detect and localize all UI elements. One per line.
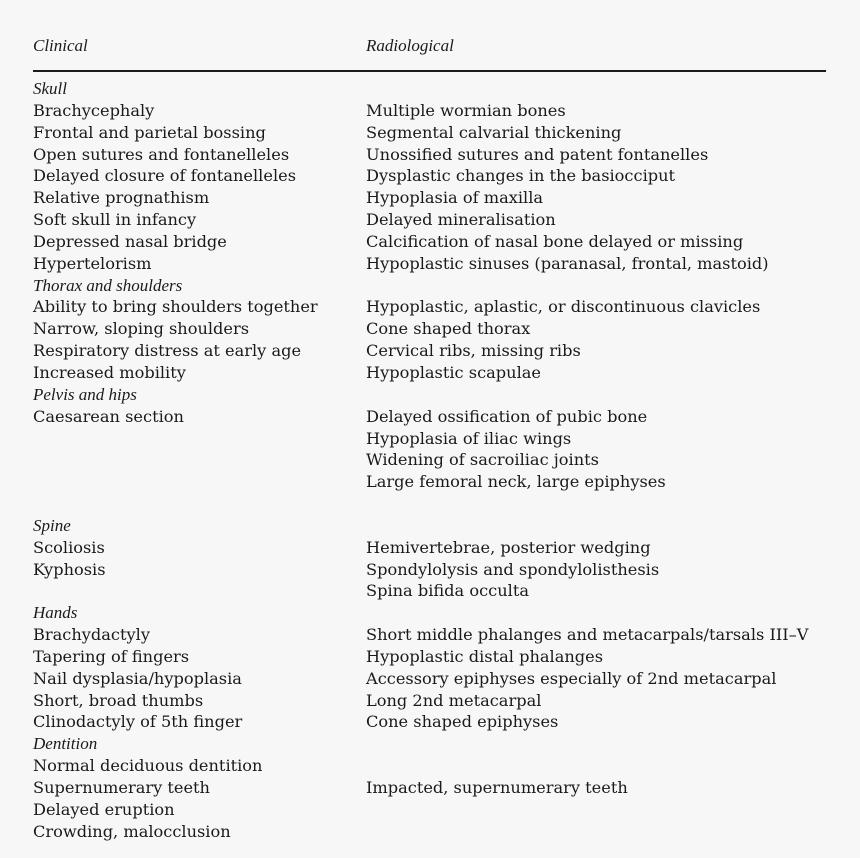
radiological-cell: Cone shaped thorax: [366, 319, 531, 339]
table-row: [33, 209, 826, 231]
header-radiological: Radiological: [366, 36, 454, 55]
table-row: [33, 559, 826, 581]
table-row: [33, 821, 826, 843]
table-row: [33, 493, 826, 515]
clinical-cell: Increased mobility: [33, 362, 186, 382]
table-row: [33, 777, 826, 799]
table-row: [33, 799, 826, 821]
table-row: [33, 471, 826, 493]
radiological-cell: Unossified sutures and patent fontanelles: [366, 144, 709, 164]
radiological-cell: Cervical ribs, missing ribs: [366, 341, 581, 361]
clinical-cell: Scoliosis: [33, 537, 105, 557]
radiological-cell: Segmental calvarial thickening: [366, 122, 622, 142]
table-row: [33, 406, 826, 428]
section-title: Dentition: [33, 734, 98, 754]
table-row: [33, 296, 826, 318]
table-row: [33, 231, 826, 253]
radiological-cell: [366, 799, 826, 821]
clinical-cell: [33, 580, 366, 602]
radiological-cell: Hemivertebrae, posterior wedging: [366, 537, 651, 557]
clinical-cell: [33, 493, 366, 515]
clinical-cell: Brachydactyly: [33, 625, 150, 645]
radiological-cell: Impacted, supernumerary teeth: [366, 778, 628, 797]
table-row: [33, 144, 826, 166]
section-title: Hands: [33, 603, 78, 623]
table-row: [33, 428, 826, 450]
table-row: [33, 187, 826, 209]
radiological-cell: Hypoplastic distal phalanges: [366, 646, 604, 666]
radiological-cell: Short middle phalanges and metacarpals/tarsals III–V: [366, 625, 809, 645]
clinical-cell: Frontal and parietal bossing: [33, 122, 266, 142]
clinical-cell: Short, broad thumbs: [33, 690, 204, 710]
clinical-cell: Nail dysplasia/hypoplasia: [33, 668, 242, 688]
radiological-cell: Cone shaped epiphyses: [366, 712, 559, 732]
table-row: [33, 537, 826, 559]
table-row: [33, 755, 826, 777]
table-row: [33, 646, 826, 668]
clinical-cell: Delayed eruption: [33, 799, 175, 819]
clinical-cell: Supernumerary teeth: [33, 778, 210, 797]
clinical-cell: [33, 449, 366, 471]
clinical-radiological-table: [33, 36, 826, 843]
radiological-cell: [366, 493, 826, 515]
section-title: Thorax and shoulders: [33, 275, 183, 295]
radiological-cell: Long 2nd metacarpal: [366, 690, 542, 710]
radiological-cell: Delayed mineralisation: [366, 210, 556, 230]
radiological-cell: [366, 755, 826, 777]
table-header: [33, 36, 826, 62]
clinical-cell: Normal deciduous dentition: [33, 756, 263, 776]
clinical-cell: Hypertelorism: [33, 253, 152, 273]
clinical-cell: Open sutures and fontanelleles: [33, 144, 290, 164]
radiological-cell: Delayed ossification of pubic bone: [366, 406, 648, 426]
radiological-cell: Spondylolysis and spondylolisthesis: [366, 559, 660, 579]
radiological-cell: Multiple wormian bones: [366, 100, 566, 120]
header-clinical: Clinical: [33, 36, 88, 55]
clinical-cell: Kyphosis: [33, 559, 106, 579]
radiological-cell: Calcification of nasal bone delayed or missing: [366, 231, 744, 251]
clinical-cell: Depressed nasal bridge: [33, 231, 227, 251]
clinical-cell: Caesarean section: [33, 406, 184, 426]
header-rule: [33, 70, 826, 72]
clinical-cell: Brachycephaly: [33, 100, 155, 120]
clinical-cell: Clinodactyly of 5th finger: [33, 712, 243, 732]
table-row: [33, 340, 826, 362]
clinical-cell: Crowding, malocclusion: [33, 821, 231, 841]
clinical-cell: Tapering of fingers: [33, 646, 190, 666]
clinical-cell: [33, 428, 366, 450]
table-row: [33, 318, 826, 340]
table-row: [33, 668, 826, 690]
table-row: [33, 580, 826, 602]
radiological-cell: Hypoplasia of iliac wings: [366, 428, 572, 448]
clinical-cell: Delayed closure of fontanelleles: [33, 166, 297, 186]
radiological-cell: Dysplastic changes in the basiocciput: [366, 166, 676, 186]
table-row: [33, 449, 826, 471]
table-row: [33, 165, 826, 187]
table-row: [33, 253, 826, 275]
table-body: [33, 78, 826, 843]
clinical-cell: Relative prognathism: [33, 188, 210, 208]
clinical-cell: Ability to bring shoulders together: [33, 297, 318, 317]
radiological-cell: Hypoplastic scapulae: [366, 362, 541, 382]
table-row: [33, 100, 826, 122]
radiological-cell: Large femoral neck, large epiphyses: [366, 472, 666, 492]
radiological-cell: Widening of sacroiliac joints: [366, 450, 599, 470]
radiological-cell: Hypoplasia of maxilla: [366, 188, 544, 208]
radiological-cell: Spina bifida occulta: [366, 581, 529, 601]
radiological-cell: Hypoplastic sinuses (paranasal, frontal, mastoid): [366, 253, 769, 273]
table-row: [33, 362, 826, 384]
section-title: Spine: [33, 515, 71, 535]
clinical-cell: [33, 471, 366, 493]
table-row: [33, 711, 826, 733]
section-title: Skull: [33, 79, 67, 98]
radiological-cell: [366, 821, 826, 843]
clinical-cell: Soft skull in infancy: [33, 210, 197, 230]
clinical-cell: Respiratory distress at early age: [33, 341, 302, 361]
clinical-cell: Narrow, sloping shoulders: [33, 319, 250, 339]
section-title: Pelvis and hips: [33, 384, 137, 404]
radiological-cell: Hypoplastic, aplastic, or discontinuous clavicles: [366, 297, 761, 317]
radiological-cell: Accessory epiphyses especially of 2nd metacarpal: [366, 668, 777, 688]
table-row: [33, 122, 826, 144]
table-row: [33, 690, 826, 712]
table-row: [33, 624, 826, 646]
